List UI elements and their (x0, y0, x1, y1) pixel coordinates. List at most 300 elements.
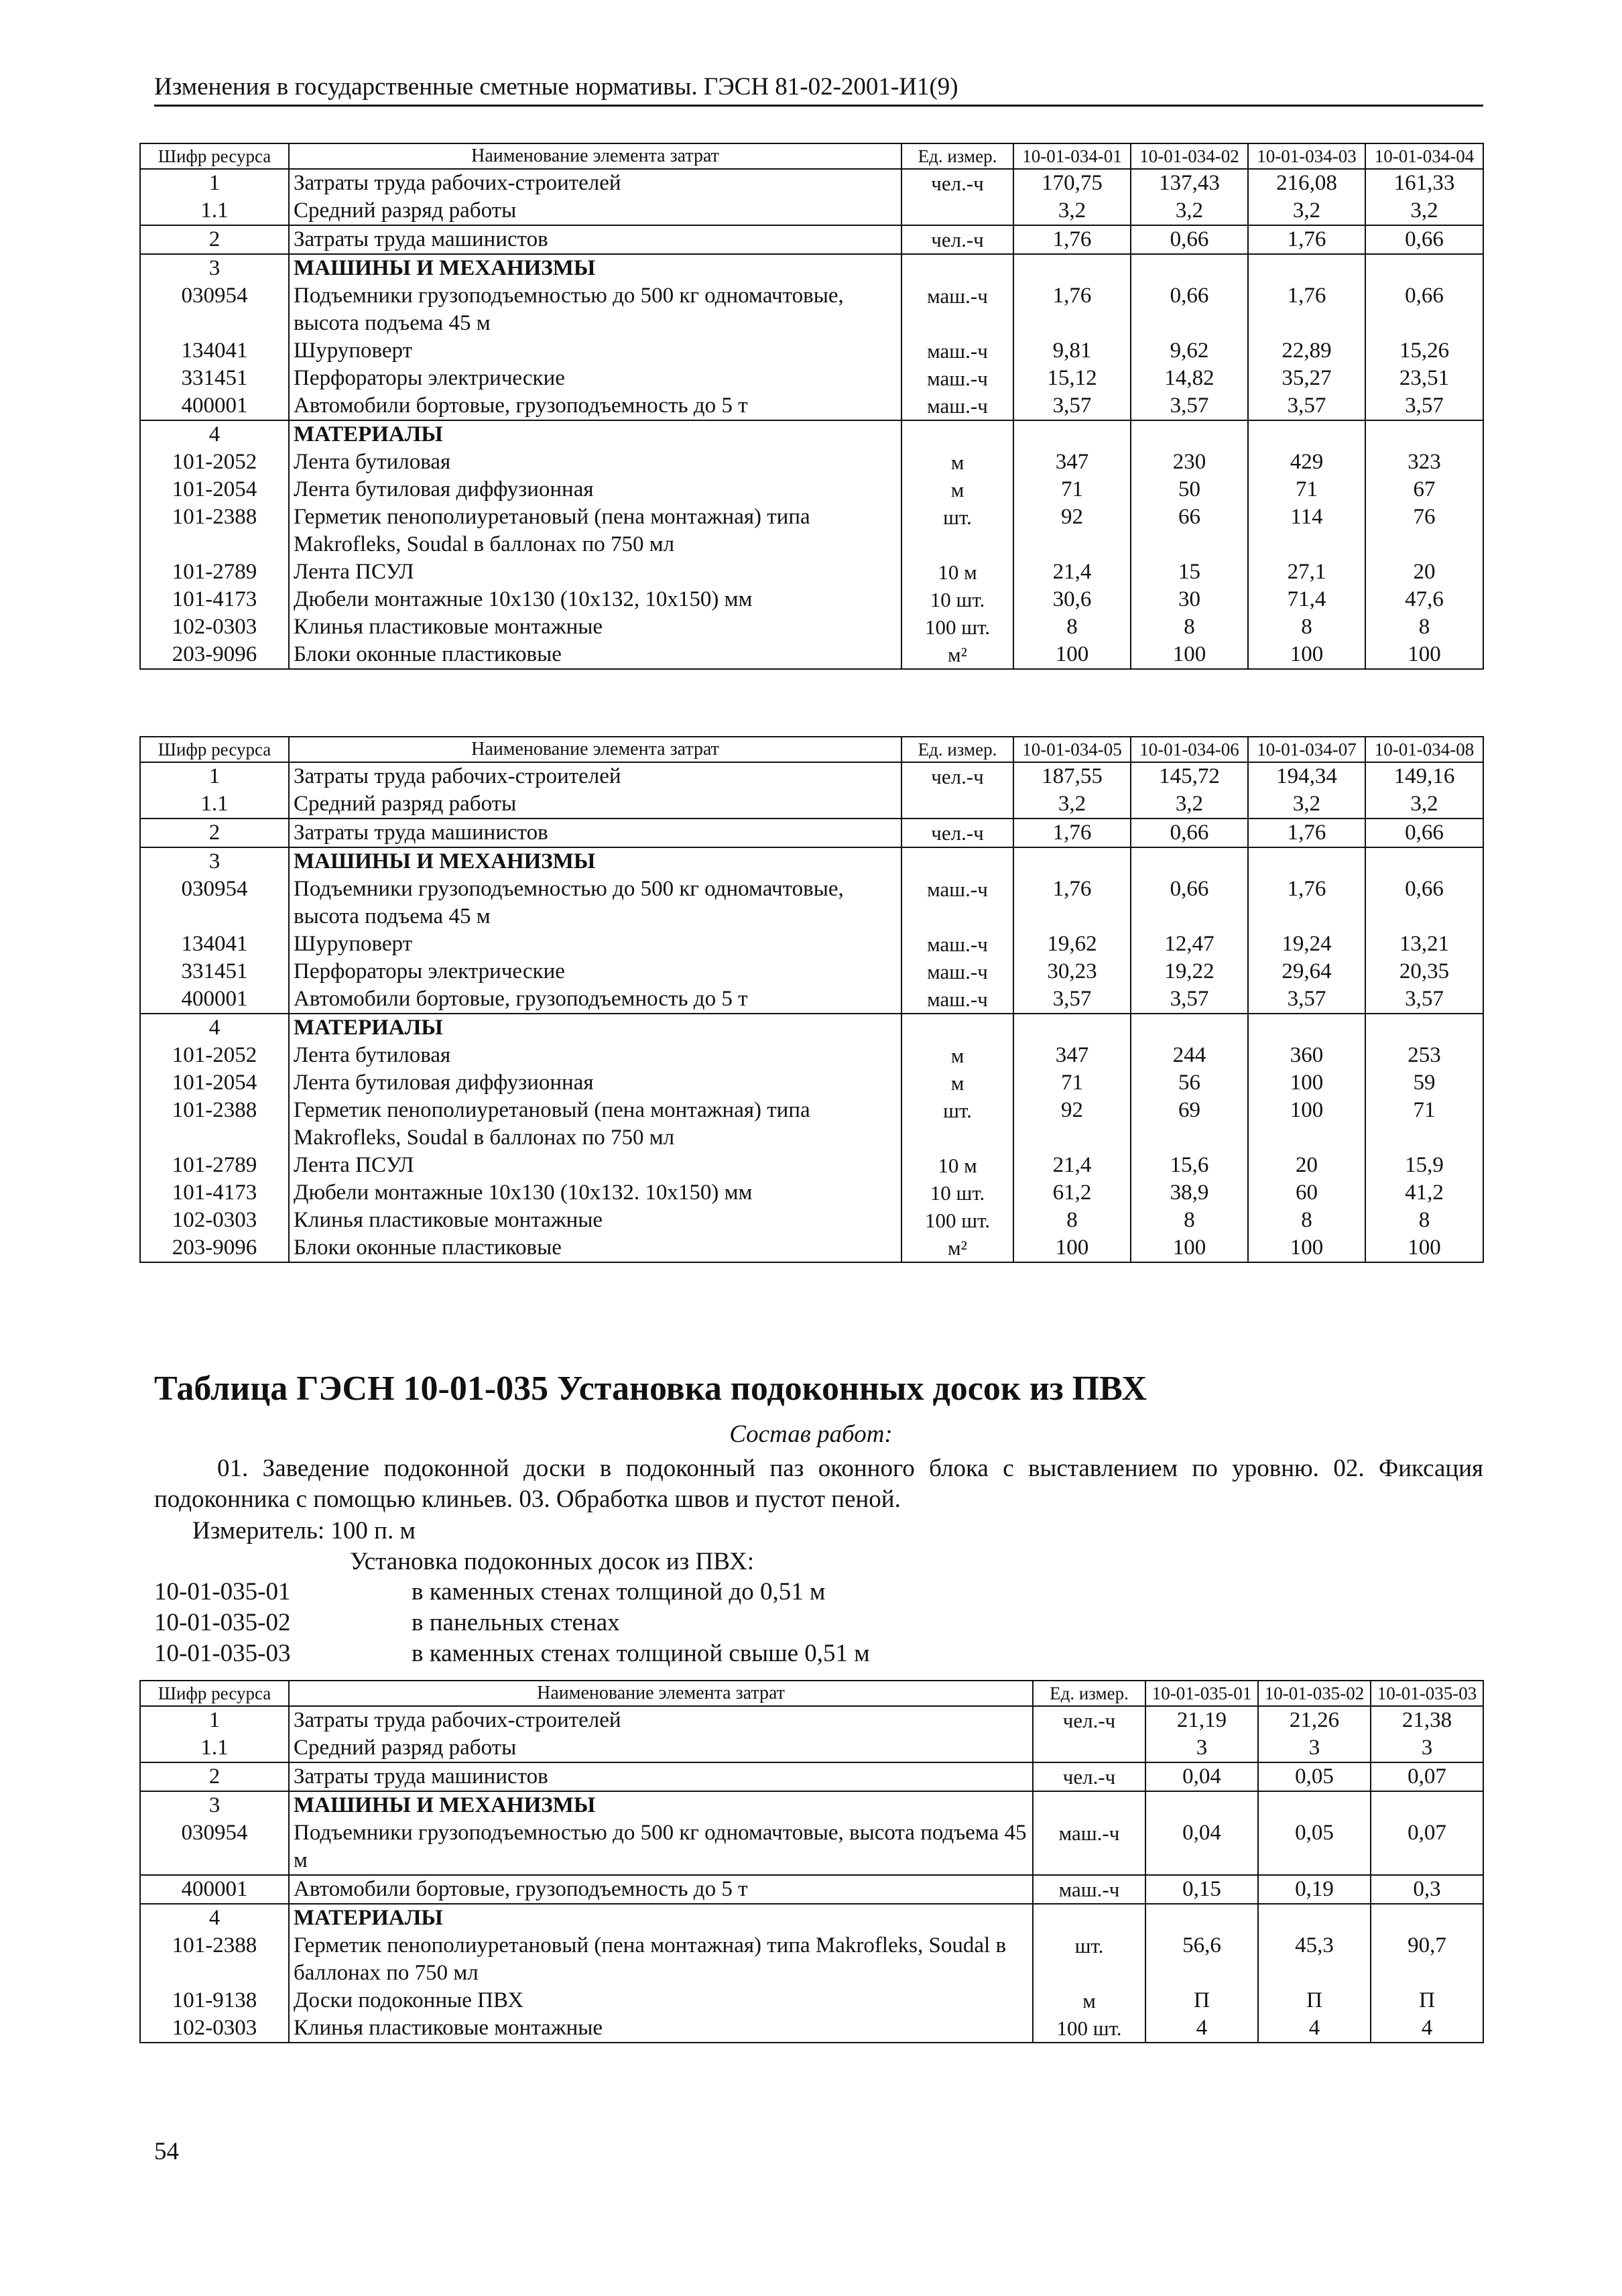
resource-code: 102-0303 (140, 1207, 289, 1234)
resource-code: 2 (140, 1762, 289, 1791)
table-row (140, 1987, 1483, 2014)
value-cell: 69 (1131, 1097, 1248, 1152)
table-row (140, 254, 1483, 282)
value-cell (1145, 1904, 1258, 1932)
resource-name (289, 1791, 1033, 1819)
value-cell: 3,2 (1248, 790, 1365, 819)
resource-name: Подъемники грузоподъемностью до 500 кг одномачтовые, высота подъема 45 м (289, 1819, 1033, 1875)
value-cell (1013, 1014, 1131, 1042)
value-cell: 170,75 (1013, 169, 1131, 197)
unit-cell: шт. (901, 503, 1013, 558)
value-cell: 3,2 (1365, 197, 1483, 225)
unit-cell: чел.-ч (901, 762, 1013, 790)
value-cell: 0,07 (1371, 1819, 1483, 1875)
value-cell: 100 (1248, 1097, 1365, 1152)
header-col-4: 10-01-034-04 (1365, 143, 1483, 169)
value-cell: 4 (1145, 2014, 1258, 2043)
table-row (140, 1042, 1483, 1069)
header-col-2: 10-01-034-02 (1131, 143, 1248, 169)
value-cell: 76 (1365, 503, 1483, 558)
table-row-group (140, 1014, 1483, 1262)
resource-table-035 (139, 1680, 1484, 2043)
value-cell: 3 (1145, 1734, 1258, 1762)
resource-code: 101-2052 (140, 1042, 289, 1069)
resource-name: Лента бутиловая диффузионная (289, 1069, 901, 1097)
table-row (140, 1152, 1483, 1179)
table-row (140, 1904, 1483, 1932)
value-cell: 216,08 (1248, 169, 1365, 197)
unit-cell: маш.-ч (901, 985, 1013, 1014)
table-row (140, 1014, 1483, 1042)
header-code: Шифр ресурса (140, 143, 289, 169)
unit-cell (1033, 1791, 1145, 1819)
value-cell: 3,2 (1248, 197, 1365, 225)
resource-code: 4 (140, 420, 289, 448)
table-row (140, 1932, 1483, 1987)
unit-cell: шт. (1033, 1932, 1145, 1987)
resource-code: 400001 (140, 1875, 289, 1904)
value-cell: 3,57 (1131, 392, 1248, 420)
resource-code: 102-0303 (140, 613, 289, 641)
resource-code: 101-2388 (140, 1097, 289, 1152)
resource-name: Лента бутиловая (289, 1042, 901, 1069)
meter-unit: Измеритель: 100 п. м (192, 1517, 416, 1545)
unit-cell: м² (901, 641, 1013, 669)
resource-code: 331451 (140, 365, 289, 392)
category-heading: МАШИНЫ И МЕХАНИЗМЫ (294, 1793, 596, 1817)
resource-name: Герметик пенополиуретановый (пена монтажная) типа Makroflеks, Soudal в баллонах по 750 мл (289, 1932, 1033, 1987)
value-cell: 8 (1365, 613, 1483, 641)
resource-code: 1.1 (140, 197, 289, 225)
value-cell: 22,89 (1248, 337, 1365, 365)
value-cell: 1,76 (1013, 819, 1131, 847)
header-name: Наименование элемента затрат (289, 737, 901, 762)
value-cell: 15,26 (1365, 337, 1483, 365)
value-cell: 14,82 (1131, 365, 1248, 392)
table-row (140, 762, 1483, 790)
resource-code: 101-2054 (140, 476, 289, 503)
resource-code: 4 (140, 1904, 289, 1932)
table-row-group (140, 1875, 1483, 1904)
value-cell: 0,66 (1365, 225, 1483, 254)
variant-text: в каменных стенах толщиной свыше 0,51 м (412, 1640, 870, 1667)
value-cell: 244 (1131, 1042, 1248, 1069)
resource-name: Шуруповерт (289, 337, 901, 365)
value-cell: 15,12 (1013, 365, 1131, 392)
value-cell: 360 (1248, 1042, 1365, 1069)
resource-name: Затраты труда рабочих-строителей (289, 169, 901, 197)
value-cell: 347 (1013, 448, 1131, 476)
variant-list (154, 1577, 870, 1669)
table-row (140, 225, 1483, 254)
resource-name: Клинья пластиковые монтажные (289, 2014, 1033, 2043)
unit-cell: чел.-ч (1033, 1762, 1145, 1791)
value-cell: 0,07 (1371, 1762, 1483, 1791)
category-heading: МАШИНЫ И МЕХАНИЗМЫ (294, 849, 596, 873)
resource-code: 134041 (140, 930, 289, 958)
value-cell: 20 (1365, 558, 1483, 586)
value-cell: П (1258, 1987, 1371, 2014)
table-row (140, 1179, 1483, 1207)
value-cell: П (1371, 1987, 1483, 2014)
table-row (140, 1207, 1483, 1234)
value-cell (1365, 254, 1483, 282)
resource-code: 101-2388 (140, 503, 289, 558)
table-row (140, 875, 1483, 930)
value-cell: 50 (1131, 476, 1248, 503)
value-cell: 35,27 (1248, 365, 1365, 392)
category-heading: МАТЕРИАЛЫ (294, 1906, 443, 1930)
unit-cell: 100 шт. (901, 1207, 1013, 1234)
table-row (140, 930, 1483, 958)
header-col-1: 10-01-034-01 (1013, 143, 1131, 169)
value-cell: 137,43 (1131, 169, 1248, 197)
value-cell: 8 (1131, 613, 1248, 641)
value-cell: 100 (1365, 1234, 1483, 1262)
value-cell: 21,38 (1371, 1706, 1483, 1734)
header-code: Шифр ресурса (140, 1681, 289, 1706)
header-col-1: 10-01-034-05 (1013, 737, 1131, 762)
value-cell: 8 (1365, 1207, 1483, 1234)
table-row (140, 1875, 1483, 1904)
resource-code: 4 (140, 1014, 289, 1042)
value-cell: П (1145, 1987, 1258, 2014)
value-cell: 0,66 (1365, 875, 1483, 930)
value-cell: 30,6 (1013, 586, 1131, 613)
value-cell: 60 (1248, 1179, 1365, 1207)
resource-code: 1.1 (140, 1734, 289, 1762)
value-cell: 149,16 (1365, 762, 1483, 790)
value-cell: 61,2 (1013, 1179, 1131, 1207)
unit-cell: маш.-ч (901, 337, 1013, 365)
value-cell: 8 (1248, 613, 1365, 641)
resource-code: 101-2789 (140, 1152, 289, 1179)
table-row (140, 613, 1483, 641)
value-cell: 0,66 (1131, 282, 1248, 337)
resource-code: 3 (140, 847, 289, 875)
header-col-2: 10-01-034-06 (1131, 737, 1248, 762)
resource-code: 134041 (140, 337, 289, 365)
table-row-group (140, 254, 1483, 420)
resource-code: 331451 (140, 958, 289, 985)
value-cell: 1,76 (1013, 225, 1131, 254)
unit-cell: м (901, 476, 1013, 503)
value-cell: 15,6 (1131, 1152, 1248, 1179)
value-cell: 1,76 (1248, 819, 1365, 847)
value-cell: 71 (1013, 476, 1131, 503)
table-row-group (140, 225, 1483, 254)
value-cell: 0,15 (1145, 1875, 1258, 1904)
value-cell: 38,9 (1131, 1179, 1248, 1207)
resource-code: 101-2388 (140, 1932, 289, 1987)
value-cell: 3 (1371, 1734, 1483, 1762)
value-cell: 71 (1013, 1069, 1131, 1097)
value-cell: 21,4 (1013, 558, 1131, 586)
value-cell: 114 (1248, 503, 1365, 558)
value-cell: 71,4 (1248, 586, 1365, 613)
value-cell: 0,05 (1258, 1762, 1371, 1791)
resource-code: 2 (140, 819, 289, 847)
value-cell: 187,55 (1013, 762, 1131, 790)
resource-name (289, 1904, 1033, 1932)
value-cell (1365, 847, 1483, 875)
table-row (140, 790, 1483, 819)
value-cell: 21,4 (1013, 1152, 1131, 1179)
resource-code: 101-4173 (140, 1179, 289, 1207)
unit-cell: м (1033, 1987, 1145, 2014)
value-cell: 194,34 (1248, 762, 1365, 790)
table-row (140, 1069, 1483, 1097)
value-cell: 20 (1248, 1152, 1365, 1179)
value-cell (1248, 254, 1365, 282)
value-cell: 161,33 (1365, 169, 1483, 197)
value-cell: 15,9 (1365, 1152, 1483, 1179)
resource-name: Затраты труда рабочих-строителей (289, 1706, 1033, 1734)
value-cell: 0,19 (1258, 1875, 1371, 1904)
table-row (140, 337, 1483, 365)
unit-cell: чел.-ч (901, 225, 1013, 254)
resource-code: 400001 (140, 392, 289, 420)
table-row (140, 1706, 1483, 1734)
value-cell: 100 (1131, 1234, 1248, 1262)
unit-cell: маш.-ч (901, 958, 1013, 985)
value-cell: 9,62 (1131, 337, 1248, 365)
header-code: Шифр ресурса (140, 737, 289, 762)
header-name: Наименование элемента затрат (289, 143, 901, 169)
variant-item (154, 1577, 870, 1608)
value-cell (1145, 1791, 1258, 1819)
resource-name: Средний разряд работы (289, 790, 901, 819)
resource-code: 203-9096 (140, 641, 289, 669)
value-cell: 3,57 (1131, 985, 1248, 1014)
unit-cell: маш.-ч (901, 282, 1013, 337)
value-cell: 100 (1013, 641, 1131, 669)
table-row (140, 1819, 1483, 1875)
resource-name: Дюбели монтажные 10х130 (10х132, 10х150) мм (289, 586, 901, 613)
resource-name: Шуруповерт (289, 930, 901, 958)
resource-name: Блоки оконные пластиковые (289, 641, 901, 669)
value-cell (1248, 420, 1365, 448)
unit-cell: чел.-ч (901, 169, 1013, 197)
value-cell: 1,76 (1248, 875, 1365, 930)
value-cell (1013, 847, 1131, 875)
resource-name: Лента ПСУЛ (289, 558, 901, 586)
resource-name: Доски подоконные ПВХ (289, 1987, 1033, 2014)
value-cell: 0,66 (1131, 225, 1248, 254)
category-heading: МАТЕРИАЛЫ (294, 422, 443, 446)
variant-text: в панельных стенах (412, 1609, 620, 1636)
resource-table-034-01-04 (139, 143, 1484, 670)
value-cell: 0,04 (1145, 1819, 1258, 1875)
unit-cell: 100 шт. (901, 613, 1013, 641)
header-unit: Ед. измер. (1033, 1681, 1145, 1706)
unit-cell: маш.-ч (901, 392, 1013, 420)
category-heading: МАШИНЫ И МЕХАНИЗМЫ (294, 256, 596, 280)
resource-name: Лента бутиловая (289, 448, 901, 476)
value-cell: 323 (1365, 448, 1483, 476)
value-cell: 20,35 (1365, 958, 1483, 985)
table-row (140, 1791, 1483, 1819)
resource-name: Автомобили бортовые, грузоподъемность до 5 т (289, 392, 901, 420)
value-cell (1371, 1904, 1483, 1932)
value-cell: 56 (1131, 1069, 1248, 1097)
value-cell (1131, 254, 1248, 282)
value-cell: 100 (1248, 1069, 1365, 1097)
table-row (140, 282, 1483, 337)
group-title: Установка подоконных досок из ПВХ: (350, 1548, 754, 1575)
value-cell: 29,64 (1248, 958, 1365, 985)
unit-cell (901, 1014, 1013, 1042)
variant-text: в каменных стенах толщиной до 0,51 м (412, 1578, 826, 1606)
value-cell: 13,21 (1365, 930, 1483, 958)
resource-table-034-05-08 (139, 736, 1484, 1263)
value-cell: 8 (1248, 1207, 1365, 1234)
value-cell: 59 (1365, 1069, 1483, 1097)
variant-code: 10-01-035-01 (154, 1578, 291, 1606)
unit-cell: 10 м (901, 558, 1013, 586)
value-cell: 45,3 (1258, 1932, 1371, 1987)
unit-cell: шт. (901, 1097, 1013, 1152)
resource-code: 1.1 (140, 790, 289, 819)
unit-cell: м² (901, 1234, 1013, 1262)
header-name: Наименование элемента затрат (289, 1681, 1033, 1706)
table-row (140, 958, 1483, 985)
table-row (140, 2014, 1483, 2043)
table-row (140, 503, 1483, 558)
value-cell: 21,19 (1145, 1706, 1258, 1734)
table-row (140, 558, 1483, 586)
value-cell: 8 (1013, 1207, 1131, 1234)
value-cell: 0,05 (1258, 1819, 1371, 1875)
unit-cell: 10 м (901, 1152, 1013, 1179)
value-cell: 30 (1131, 586, 1248, 613)
value-cell (1013, 254, 1131, 282)
resource-name: Блоки оконные пластиковые (289, 1234, 901, 1262)
table-row (140, 985, 1483, 1014)
variant-code: 10-01-035-03 (154, 1640, 291, 1667)
value-cell: 3,2 (1013, 197, 1131, 225)
value-cell: 0,66 (1131, 819, 1248, 847)
header-col-3: 10-01-034-07 (1248, 737, 1365, 762)
value-cell: 67 (1365, 476, 1483, 503)
page-header: Изменения в государственные сметные нормативы. ГЭСН 81-02-2001-И1(9) (154, 72, 1483, 107)
value-cell: 3,2 (1131, 197, 1248, 225)
value-cell (1365, 1014, 1483, 1042)
resource-name (289, 847, 901, 875)
value-cell: 19,22 (1131, 958, 1248, 985)
value-cell: 92 (1013, 1097, 1131, 1152)
table-row-group (140, 420, 1483, 669)
value-cell (1131, 1014, 1248, 1042)
table-row-group (140, 1904, 1483, 2043)
value-cell: 1,76 (1248, 225, 1365, 254)
unit-cell: 10 шт. (901, 586, 1013, 613)
resource-name (289, 1014, 901, 1042)
value-cell (1131, 420, 1248, 448)
unit-cell: м (901, 448, 1013, 476)
value-cell: 15 (1131, 558, 1248, 586)
value-cell: 47,6 (1365, 586, 1483, 613)
unit-cell (901, 790, 1013, 819)
value-cell: 3,2 (1365, 790, 1483, 819)
resource-code: 101-2054 (140, 1069, 289, 1097)
value-cell (1248, 1014, 1365, 1042)
table-row (140, 420, 1483, 448)
value-cell: 0,3 (1371, 1875, 1483, 1904)
value-cell: 100 (1365, 641, 1483, 669)
value-cell: 100 (1131, 641, 1248, 669)
value-cell: 19,62 (1013, 930, 1131, 958)
table-row-group (140, 1791, 1483, 1875)
value-cell: 0,66 (1365, 819, 1483, 847)
resource-code: 101-9138 (140, 1987, 289, 2014)
unit-cell: м (901, 1069, 1013, 1097)
table-row (140, 586, 1483, 613)
value-cell: 8 (1131, 1207, 1248, 1234)
table-row (140, 847, 1483, 875)
table-row (140, 1762, 1483, 1791)
header-unit: Ед. измер. (901, 737, 1013, 762)
value-cell: 41,2 (1365, 1179, 1483, 1207)
resource-code: 400001 (140, 985, 289, 1014)
table-row (140, 1734, 1483, 1762)
unit-cell: маш.-ч (1033, 1875, 1145, 1904)
table-row (140, 476, 1483, 503)
header-col-4: 10-01-034-08 (1365, 737, 1483, 762)
header-col-3: 10-01-034-03 (1248, 143, 1365, 169)
table-row-group (140, 1706, 1483, 1762)
resource-code: 030954 (140, 875, 289, 930)
value-cell (1258, 1791, 1371, 1819)
resource-name: Затраты труда машинистов (289, 819, 901, 847)
resource-name: Дюбели монтажные 10х130 (10х132. 10х150) мм (289, 1179, 901, 1207)
composition-label: Состав работ: (729, 1421, 893, 1448)
resource-code: 102-0303 (140, 2014, 289, 2043)
resource-name: Перфораторы электрические (289, 958, 901, 985)
resource-code: 101-2789 (140, 558, 289, 586)
resource-name: Герметик пенополиуретановый (пена монтажная) типа Makroflеks, Soudal в баллонах по 750 мл (289, 503, 901, 558)
table-row (140, 169, 1483, 197)
resource-name: Подъемники грузоподъемностью до 500 кг одномачтовые, высота подъема 45 м (289, 875, 901, 930)
value-cell: 100 (1013, 1234, 1131, 1262)
unit-cell: чел.-ч (1033, 1706, 1145, 1734)
unit-cell: маш.-ч (901, 875, 1013, 930)
resource-name: Автомобили бортовые, грузоподъемность до 5 т (289, 1875, 1033, 1904)
category-heading: МАТЕРИАЛЫ (294, 1016, 443, 1040)
table-row (140, 392, 1483, 420)
table-row (140, 365, 1483, 392)
unit-cell (901, 420, 1013, 448)
value-cell: 71 (1365, 1097, 1483, 1152)
unit-cell: маш.-ч (1033, 1819, 1145, 1875)
value-cell (1013, 420, 1131, 448)
value-cell (1131, 847, 1248, 875)
value-cell: 3,57 (1365, 392, 1483, 420)
value-cell: 3,2 (1013, 790, 1131, 819)
value-cell (1248, 847, 1365, 875)
unit-cell (1033, 1904, 1145, 1932)
table-row-group (140, 169, 1483, 225)
page-number: 54 (154, 2138, 179, 2165)
resource-name: Средний разряд работы (289, 1734, 1033, 1762)
table-row (140, 1097, 1483, 1152)
resource-name: Затраты труда машинистов (289, 1762, 1033, 1791)
resource-name: Лента бутиловая диффузионная (289, 476, 901, 503)
table-row-group (140, 762, 1483, 819)
value-cell: 3,2 (1131, 790, 1248, 819)
table-row (140, 197, 1483, 225)
resource-code: 203-9096 (140, 1234, 289, 1262)
